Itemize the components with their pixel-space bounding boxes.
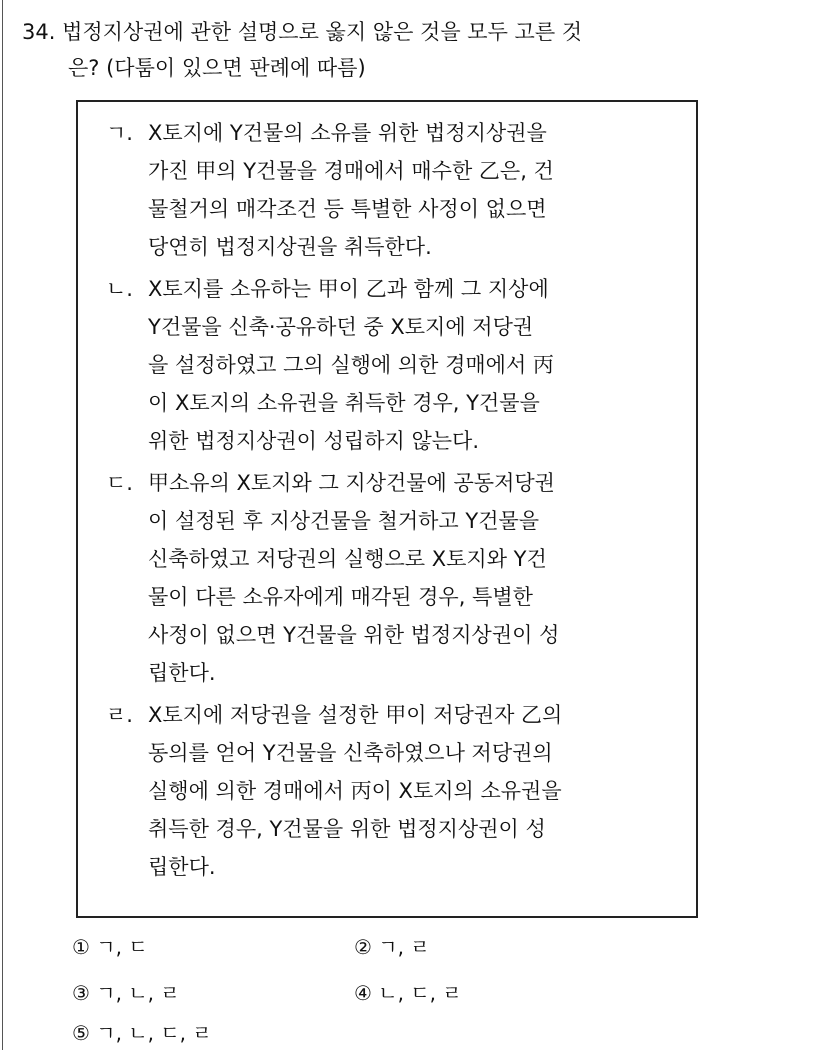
statement-item-d (106, 696, 680, 886)
answer-choice-3[interactable]: ③ ㄱ, ㄴ, ㄹ (72, 981, 180, 1005)
question-line-1 (22, 14, 802, 50)
statement-box (76, 100, 698, 918)
answer-choice-1[interactable]: ① ㄱ, ㄷ (72, 935, 148, 959)
statement-line: 이 X토지의 소유권을 취득한 경우, Y건물을 (148, 391, 540, 415)
page-left-rule (2, 0, 3, 1050)
statement-line: 신축하였고 저당권의 실행으로 X토지와 Y건 (148, 547, 547, 571)
statement-line: 을 설정하였고 그의 실행에 의한 경매에서 丙 (148, 353, 554, 377)
statement-line: X토지에 Y건물의 소유를 위한 법정지상권을 (148, 121, 547, 145)
statement-list (106, 114, 680, 890)
statement-line: 당연히 법정지상권을 취득한다. (148, 235, 432, 259)
statement-label: ㄱ. (106, 121, 133, 145)
statement-line: Y건물을 신축·공유하던 중 X토지에 저당권 (148, 315, 534, 339)
statement-line: 이 설정된 후 지상건물을 철거하고 Y건물을 (148, 509, 540, 533)
statement-line: X토지를 소유하는 甲이 乙과 함께 그 지상에 (148, 277, 549, 301)
statement-line: 립한다. (148, 661, 216, 685)
statement-line: 위한 법정지상권이 성립하지 않는다. (148, 429, 479, 453)
statement-item-b (106, 270, 680, 460)
statement-line: 물철거의 매각조건 등 특별한 사정이 없으면 (148, 197, 547, 221)
statement-line: 물이 다른 소유자에게 매각된 경우, 특별한 (148, 585, 533, 609)
statement-line: 동의를 얻어 Y건물을 신축하였으나 저당권의 (148, 741, 553, 765)
statement-line: 실행에 의한 경매에서 丙이 X토지의 소유권을 (148, 779, 562, 803)
answer-choice-4[interactable]: ④ ㄴ, ㄷ, ㄹ (354, 981, 462, 1005)
statement-label: ㄴ. (106, 277, 133, 301)
statement-item-a (106, 114, 680, 266)
question-text-1: 법정지상권에 관한 설명으로 옳지 않은 것을 모두 고른 것 (62, 20, 583, 44)
statement-label: ㄹ. (106, 703, 133, 727)
question-line-2: 은? (다툼이 있으면 판례에 따름) (68, 56, 366, 80)
statement-line: X토지에 저당권을 설정한 甲이 저당권자 乙의 (148, 703, 563, 727)
statement-line: 甲소유의 X토지와 그 지상건물에 공동저당권 (148, 471, 555, 495)
question-number: 34. (22, 20, 56, 44)
answer-choice-2[interactable]: ② ㄱ, ㄹ (354, 935, 430, 959)
statement-line: 가진 甲의 Y건물을 경매에서 매수한 乙은, 건 (148, 159, 554, 183)
statement-line: 사정이 없으면 Y건물을 위한 법정지상권이 성 (148, 623, 560, 647)
question-stem (22, 14, 802, 86)
statement-line: 취득한 경우, Y건물을 위한 법정지상권이 성 (148, 817, 546, 841)
statement-line: 립한다. (148, 855, 216, 879)
statement-item-c (106, 464, 680, 692)
statement-label: ㄷ. (106, 471, 133, 495)
answer-choice-5[interactable]: ⑤ ㄱ, ㄴ, ㄷ, ㄹ (72, 1021, 212, 1045)
